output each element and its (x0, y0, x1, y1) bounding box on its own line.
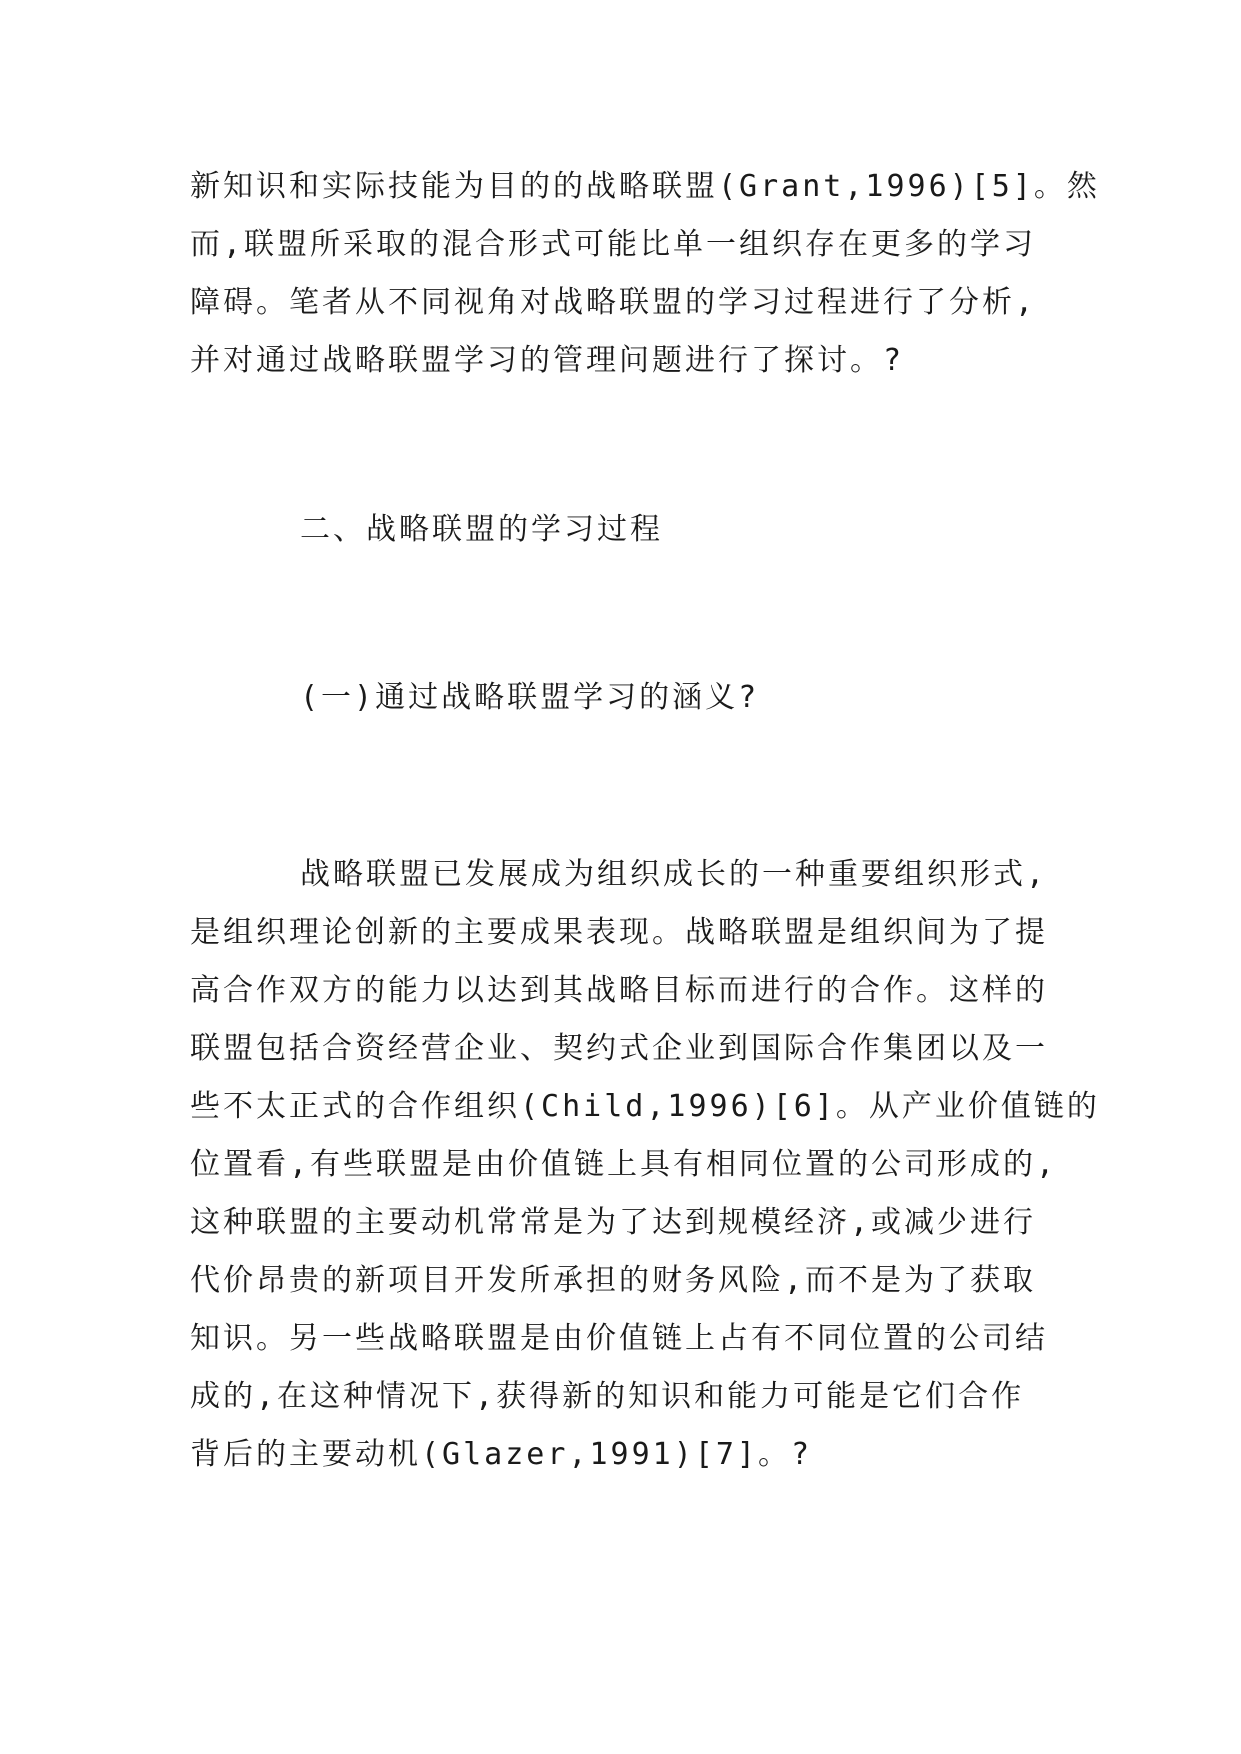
body-line: 知识。另一些战略联盟是由价值链上占有不同位置的公司结 (190, 1321, 1048, 1356)
body-line: 这种联盟的主要动机常常是为了达到规模经济,或减少进行 (190, 1205, 1037, 1240)
body-line: 代价昂贵的新项目开发所承担的财务风险,而不是为了获取 (190, 1263, 1037, 1298)
body-line: 联盟包括合资经营企业、契约式企业到国际合作集团以及一 (190, 1031, 1048, 1066)
body-line: 些不太正式的合作组织(Child,1996)[6]。从产业价值链的 (190, 1089, 1100, 1124)
intro-line: 障碍。笔者从不同视角对战略联盟的学习过程进行了分析, (190, 285, 1037, 320)
body-line: 战略联盟已发展成为组织成长的一种重要组织形式, (300, 857, 1048, 892)
body-line: 背后的主要动机(Glazer,1991)[7]。? (190, 1437, 813, 1472)
intro-line: 而,联盟所采取的混合形式可能比单一组织存在更多的学习 (190, 227, 1037, 262)
body-line: 位置看,有些联盟是由价值链上具有相同位置的公司形成的, (190, 1147, 1058, 1182)
intro-line: 并对通过战略联盟学习的管理问题进行了探讨。? (190, 343, 905, 378)
body-line: 是组织理论创新的主要成果表现。战略联盟是组织间为了提 (190, 915, 1048, 950)
section-heading: 二、战略联盟的学习过程 (300, 512, 663, 547)
body-line: 高合作双方的能力以达到其战略目标而进行的合作。这样的 (190, 973, 1048, 1008)
body-line: 成的,在这种情况下,获得新的知识和能力可能是它们合作 (190, 1379, 1025, 1414)
subsection-heading: (一)通过战略联盟学习的涵义? (300, 680, 760, 715)
intro-line: 新知识和实际技能为目的的战略联盟(Grant,1996)[5]。然 (190, 169, 1100, 204)
